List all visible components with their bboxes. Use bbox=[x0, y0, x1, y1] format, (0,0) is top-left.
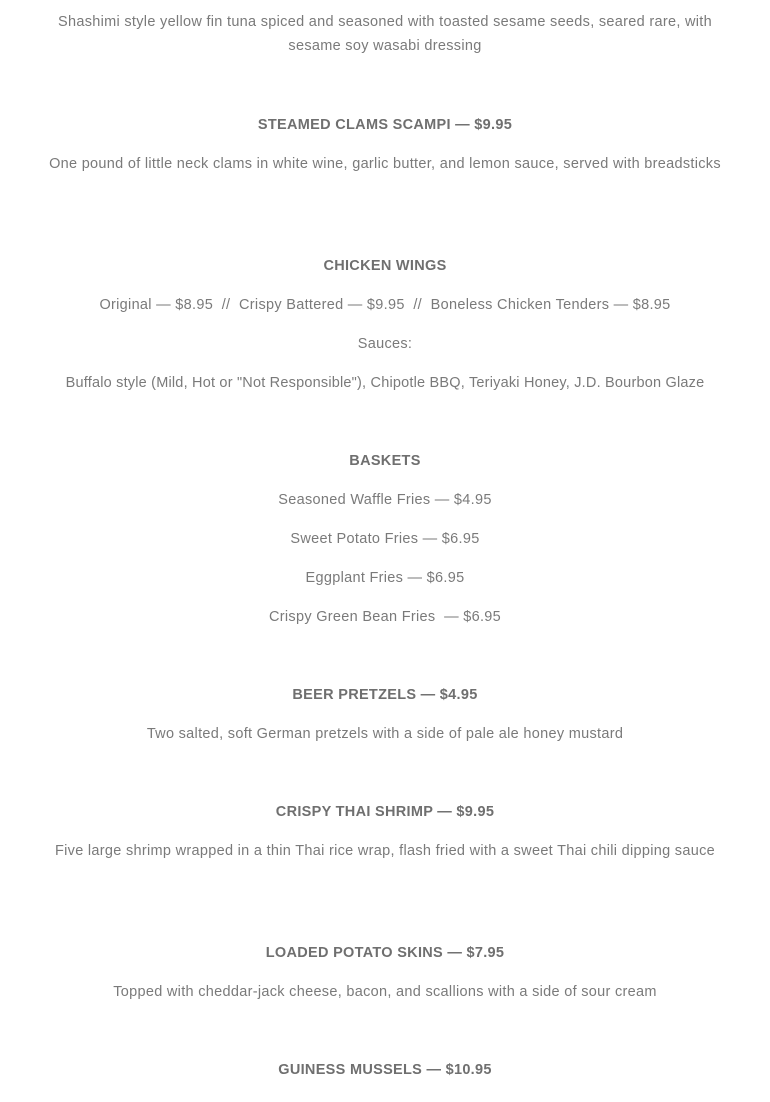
menu-item-shrimp-desc bbox=[0, 839, 770, 863]
item-title: CHICKEN WINGS bbox=[323, 258, 447, 274]
menu-item-pretzels-desc bbox=[0, 722, 770, 746]
item-description: Topped with cheddar-jack cheese, bacon, and scallions with a side of sour cream bbox=[113, 984, 657, 1000]
menu-item-mussels bbox=[0, 1058, 770, 1082]
menu-item-skins-desc bbox=[0, 980, 770, 1004]
item-description: Five large shrimp wrapped in a thin Thai rice wrap, flash fried with a sweet Thai chili dipping sauce bbox=[54, 843, 715, 859]
item-description: Two salted, soft German pretzels with a side of pale ale honey mustard bbox=[146, 726, 624, 742]
menu-item-wings bbox=[0, 254, 770, 278]
basket-item-text: Eggplant Fries — $6.95 bbox=[305, 570, 465, 586]
item-title: GUINESS MUSSELS — $10.95 bbox=[278, 1062, 492, 1078]
basket-item-text: Sweet Potato Fries — $6.95 bbox=[290, 531, 480, 547]
menu-item-baskets bbox=[0, 449, 770, 473]
wings-sauces bbox=[0, 371, 770, 395]
basket-item-text: Crispy Green Bean Fries — $6.95 bbox=[268, 609, 502, 625]
item-title: STEAMED CLAMS SCAMPI — $9.95 bbox=[257, 117, 513, 133]
menu-item-skins bbox=[0, 941, 770, 965]
menu-item-clams bbox=[0, 113, 770, 137]
menu-item-tuna bbox=[0, 10, 770, 58]
item-description: One pound of little neck clams in white wine, garlic butter, and lemon sauce, served with breadsticks bbox=[49, 156, 721, 172]
sauces-label: Sauces: bbox=[357, 336, 413, 352]
item-options: Original — $8.95 // Crispy Battered — $9.95 // Boneless Chicken Tenders — $8.95 bbox=[99, 297, 671, 313]
wings-sauces-label bbox=[0, 332, 770, 356]
item-title: CRISPY THAI SHRIMP — $9.95 bbox=[275, 804, 495, 820]
item-title: LOADED POTATO SKINS — $7.95 bbox=[265, 945, 505, 961]
wings-options bbox=[0, 293, 770, 317]
basket-item bbox=[0, 488, 770, 512]
item-description: Shashimi style yellow fin tuna spiced and seasoned with toasted sesame seeds, seared rare, with sesame soy wasabi dressing bbox=[58, 14, 712, 54]
menu-item-pretzels bbox=[0, 683, 770, 707]
basket-item bbox=[0, 566, 770, 590]
item-title: BASKETS bbox=[349, 453, 421, 469]
sauces-list: Buffalo style (Mild, Hot or "Not Responsible"), Chipotle BBQ, Teriyaki Honey, J.D. Bourbon Glaze bbox=[65, 375, 705, 391]
basket-item bbox=[0, 527, 770, 551]
item-title: BEER PRETZELS — $4.95 bbox=[292, 687, 478, 703]
basket-item-text: Seasoned Waffle Fries — $4.95 bbox=[278, 492, 492, 508]
basket-item bbox=[0, 605, 770, 629]
menu-item-clams-desc bbox=[0, 152, 770, 176]
menu-item-shrimp bbox=[0, 800, 770, 824]
